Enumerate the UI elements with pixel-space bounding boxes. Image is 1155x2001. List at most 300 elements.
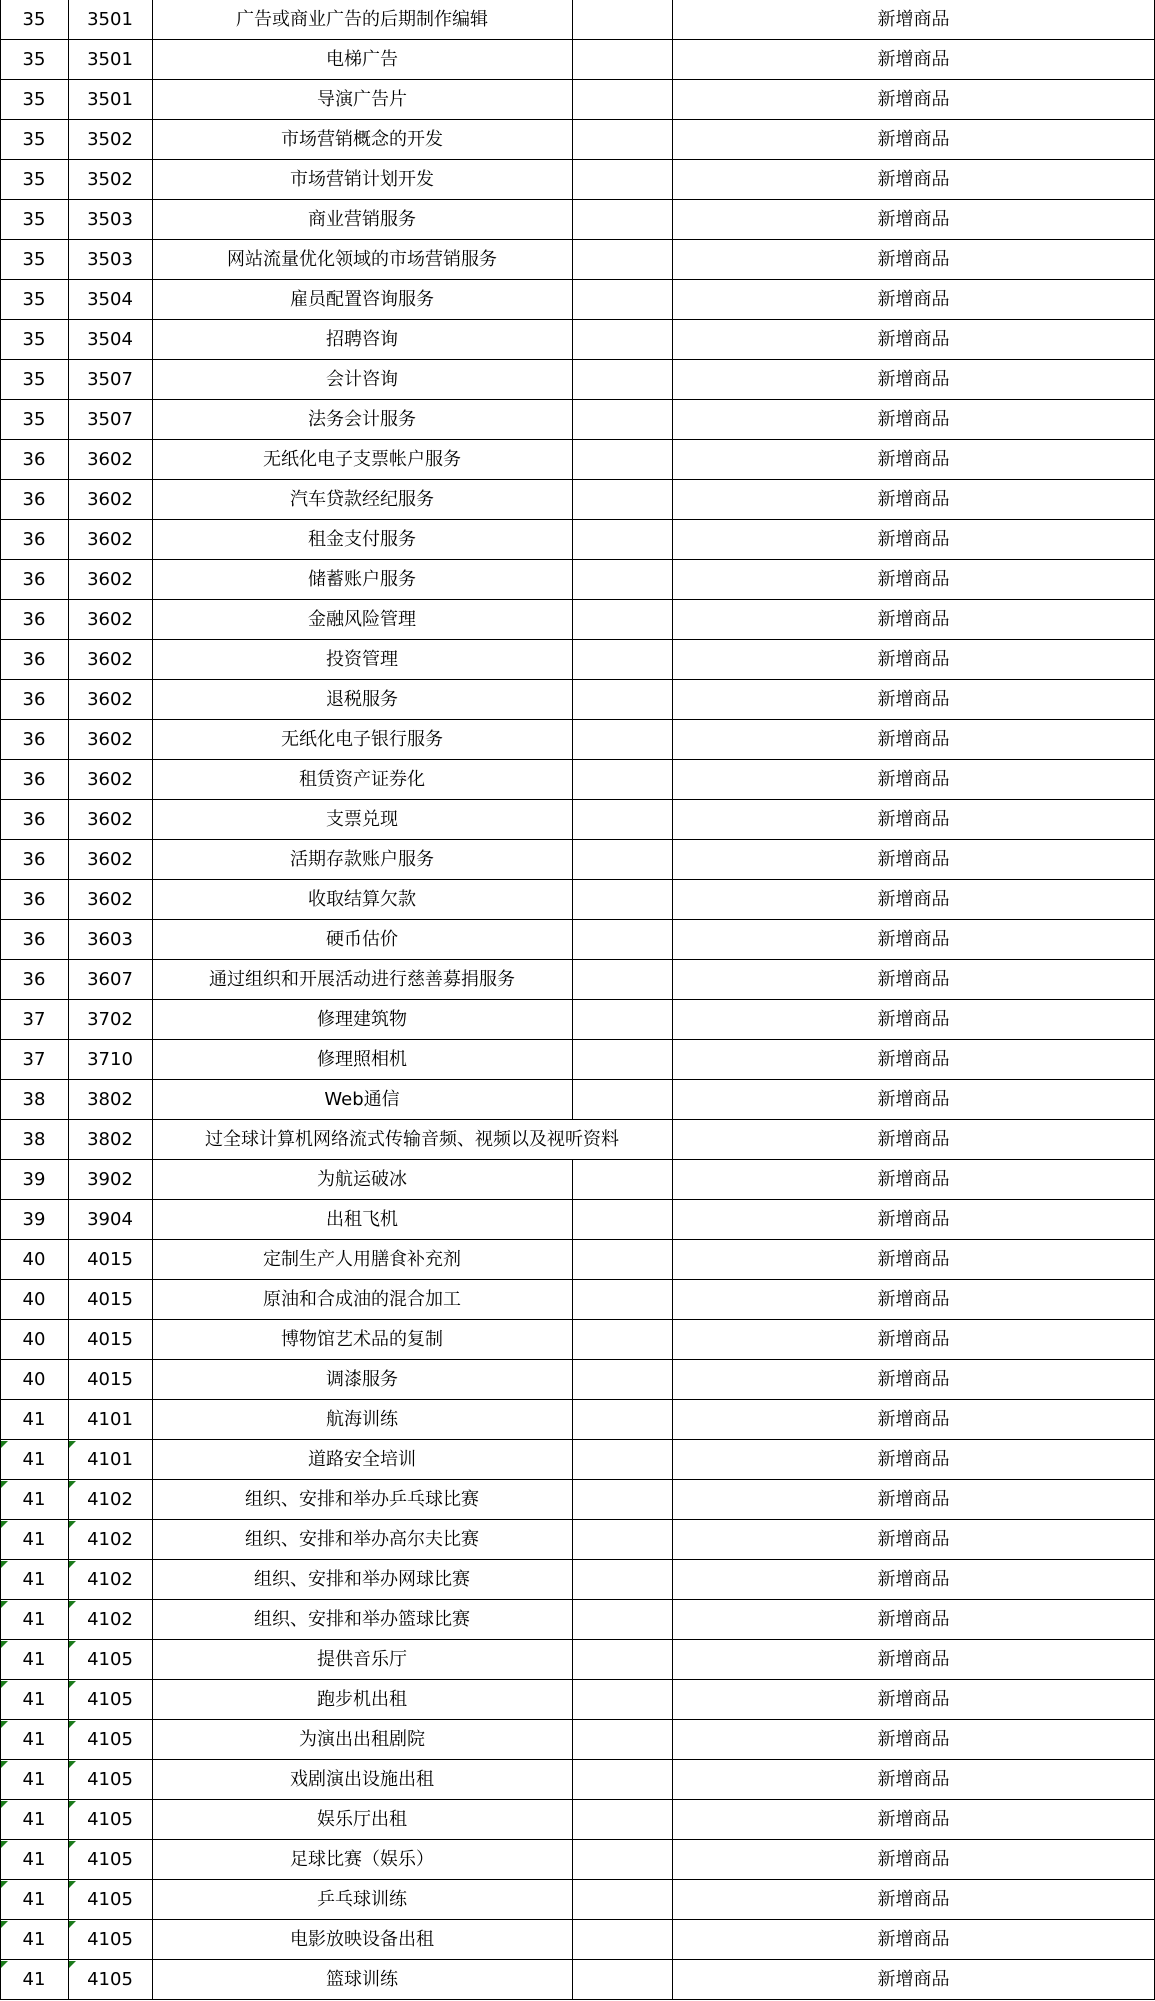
cell-flag-marker-icon (69, 1481, 76, 1488)
group-code-cell[interactable]: 4105 (87, 1929, 133, 1950)
group-code-cell[interactable]: 3503 (87, 249, 133, 270)
column-divider (572, 1440, 573, 1480)
table-row (0, 0, 1155, 40)
cell-flag-marker-icon (69, 1761, 76, 1768)
group-code-cell[interactable]: 4101 (87, 1409, 133, 1430)
group-code-cell[interactable]: 3507 (87, 409, 133, 430)
group-code-cell[interactable]: 3501 (87, 9, 133, 30)
status-cell[interactable]: 新增商品 (877, 1009, 950, 1030)
class-number-cell[interactable]: 36 (22, 849, 46, 870)
class-number-cell[interactable]: 41 (22, 1569, 46, 1590)
table-row (0, 1720, 1155, 1760)
cell-flag-marker-icon (69, 1881, 76, 1888)
group-code-cell[interactable]: 4101 (87, 1449, 133, 1470)
group-code-cell[interactable]: 4015 (87, 1289, 133, 1310)
group-code-cell[interactable]: 3607 (87, 969, 133, 990)
class-number-cell[interactable]: 40 (22, 1369, 46, 1390)
class-number-cell[interactable]: 36 (22, 809, 46, 830)
column-divider (572, 1520, 573, 1560)
column-divider (572, 760, 573, 800)
column-divider (572, 960, 573, 1000)
item-name-cell[interactable]: 戏剧演出设施出租 (290, 1769, 434, 1790)
cell-flag-marker-icon (69, 1961, 76, 1968)
item-name-cell[interactable]: 乒乓球训练 (317, 1889, 407, 1910)
table-row (0, 1440, 1155, 1480)
cell-flag-marker-icon (69, 1841, 76, 1848)
group-code-cell[interactable]: 3502 (87, 169, 133, 190)
group-code-cell[interactable]: 4015 (87, 1369, 133, 1390)
group-code-cell[interactable]: 4105 (87, 1969, 133, 1990)
status-cell[interactable]: 新增商品 (877, 929, 950, 950)
class-number-cell[interactable]: 35 (22, 249, 46, 270)
item-name-cell[interactable]: 法务会计服务 (308, 409, 416, 430)
item-name-cell[interactable]: 租金支付服务 (308, 529, 416, 550)
item-name-cell[interactable]: 投资管理 (326, 649, 398, 670)
cell-flag-marker-icon (1, 1441, 8, 1448)
class-number-cell[interactable]: 37 (22, 1009, 46, 1030)
table-row (0, 1560, 1155, 1600)
group-code-cell[interactable]: 3602 (87, 849, 133, 870)
status-cell[interactable]: 新增商品 (877, 1129, 950, 1150)
column-divider (572, 1840, 573, 1880)
class-number-cell[interactable]: 40 (22, 1329, 46, 1350)
table-row (0, 1000, 1155, 1040)
table-row (0, 880, 1155, 920)
status-cell[interactable]: 新增商品 (877, 1329, 950, 1350)
item-name-cell[interactable]: 足球比赛（娱乐） (290, 1849, 434, 1870)
class-number-cell[interactable]: 35 (22, 169, 46, 190)
item-name-cell[interactable]: 组织、安排和举办网球比赛 (254, 1569, 470, 1590)
item-name-cell[interactable]: 博物馆艺术品的复制 (281, 1329, 443, 1350)
item-name-cell[interactable]: 汽车贷款经纪服务 (290, 489, 434, 510)
item-name-cell[interactable]: 电梯广告 (326, 49, 398, 70)
item-name-cell[interactable]: 网站流量优化领域的市场营销服务 (227, 249, 497, 270)
item-name-cell[interactable]: 无纸化电子支票帐户服务 (263, 449, 461, 470)
item-name-cell[interactable]: 航海训练 (326, 1409, 398, 1430)
table-row (0, 520, 1155, 560)
column-divider (572, 1040, 573, 1080)
table-row (0, 1480, 1155, 1520)
item-name-cell[interactable]: 无纸化电子银行服务 (281, 729, 443, 750)
class-number-cell[interactable]: 36 (22, 609, 46, 630)
status-cell[interactable]: 新增商品 (877, 649, 950, 670)
group-code-cell[interactable]: 3904 (87, 1209, 133, 1230)
class-number-cell[interactable]: 36 (22, 449, 46, 470)
group-code-cell[interactable]: 3602 (87, 489, 133, 510)
column-divider (572, 1360, 573, 1400)
item-name-cell[interactable]: 市场营销概念的开发 (281, 129, 443, 150)
table-row (0, 1760, 1155, 1800)
group-code-cell[interactable]: 3602 (87, 689, 133, 710)
column-divider (572, 600, 573, 640)
cell-flag-marker-icon (69, 1441, 76, 1448)
cell-flag-marker-icon (69, 1561, 76, 1568)
class-number-cell[interactable]: 36 (22, 569, 46, 590)
column-divider (572, 360, 573, 400)
column-divider (572, 1320, 573, 1360)
class-number-cell[interactable]: 36 (22, 529, 46, 550)
group-code-cell[interactable]: 3602 (87, 729, 133, 750)
item-name-cell[interactable]: 导演广告片 (317, 89, 407, 110)
column-divider (572, 80, 573, 120)
group-code-cell[interactable]: 4105 (87, 1729, 133, 1750)
column-divider (572, 440, 573, 480)
group-code-cell[interactable]: 3602 (87, 449, 133, 470)
table-row (0, 1640, 1155, 1680)
group-code-cell[interactable]: 3602 (87, 569, 133, 590)
group-code-cell[interactable]: 4102 (87, 1569, 133, 1590)
cell-flag-marker-icon (1, 1881, 8, 1888)
status-cell[interactable]: 新增商品 (877, 1489, 950, 1510)
status-cell[interactable]: 新增商品 (877, 9, 950, 30)
cell-flag-marker-icon (1, 1921, 8, 1928)
group-code-cell[interactable]: 3802 (87, 1089, 133, 1110)
table-row (0, 120, 1155, 160)
item-name-cell[interactable]: 雇员配置咨询服务 (290, 289, 434, 310)
status-cell[interactable]: 新增商品 (877, 1929, 950, 1950)
status-cell[interactable]: 新增商品 (877, 1369, 950, 1390)
table-row (0, 40, 1155, 80)
table-row (0, 1880, 1155, 1920)
status-cell[interactable]: 新增商品 (877, 369, 950, 390)
status-cell[interactable]: 新增商品 (877, 1409, 950, 1430)
group-code-cell[interactable]: 4105 (87, 1809, 133, 1830)
status-cell[interactable]: 新增商品 (877, 1889, 950, 1910)
class-number-cell[interactable]: 41 (22, 1449, 46, 1470)
column-divider (572, 1240, 573, 1280)
column-divider (572, 480, 573, 520)
group-code-cell[interactable]: 4105 (87, 1769, 133, 1790)
cell-flag-marker-icon (1, 1601, 8, 1608)
table-row (0, 800, 1155, 840)
table-row (0, 320, 1155, 360)
status-cell[interactable]: 新增商品 (877, 489, 950, 510)
item-name-cell[interactable]: 道路安全培训 (308, 1449, 416, 1470)
item-name-cell[interactable]: Web通信 (324, 1089, 400, 1110)
group-code-cell[interactable]: 4015 (87, 1329, 133, 1350)
class-number-cell[interactable]: 41 (22, 1969, 46, 1990)
item-name-cell[interactable]: 修理建筑物 (317, 1009, 407, 1030)
class-number-cell[interactable]: 38 (22, 1129, 46, 1150)
group-code-cell[interactable]: 4015 (87, 1249, 133, 1270)
status-cell[interactable]: 新增商品 (877, 529, 950, 550)
class-number-cell[interactable]: 38 (22, 1089, 46, 1110)
status-cell[interactable]: 新增商品 (877, 1449, 950, 1470)
group-code-cell[interactable]: 3602 (87, 609, 133, 630)
class-number-cell[interactable]: 35 (22, 129, 46, 150)
table-row (0, 1800, 1155, 1840)
column-divider (572, 880, 573, 920)
class-number-cell[interactable]: 35 (22, 89, 46, 110)
column-divider (572, 280, 573, 320)
item-name-cell[interactable]: 通过组织和开展活动进行慈善募捐服务 (209, 969, 515, 990)
group-code-cell[interactable]: 4105 (87, 1889, 133, 1910)
cell-flag-marker-icon (69, 1641, 76, 1648)
class-number-cell[interactable]: 41 (22, 1729, 46, 1750)
column-divider (572, 1280, 573, 1320)
status-cell[interactable]: 新增商品 (877, 889, 950, 910)
item-name-cell[interactable]: 修理照相机 (317, 1049, 407, 1070)
class-number-cell[interactable]: 36 (22, 769, 46, 790)
cell-flag-marker-icon (69, 1801, 76, 1808)
cell-flag-marker-icon (69, 1721, 76, 1728)
class-number-cell[interactable]: 41 (22, 1609, 46, 1630)
group-code-cell[interactable]: 3603 (87, 929, 133, 950)
class-number-cell[interactable]: 36 (22, 689, 46, 710)
table-row (0, 1320, 1155, 1360)
column-divider (0, 0, 1, 2000)
item-name-cell[interactable]: 组织、安排和举办篮球比赛 (254, 1609, 470, 1630)
group-code-cell[interactable]: 3802 (87, 1129, 133, 1150)
item-name-cell[interactable]: 市场营销计划开发 (290, 169, 434, 190)
status-cell[interactable]: 新增商品 (877, 1529, 950, 1550)
table-row (0, 760, 1155, 800)
table-row (0, 1240, 1155, 1280)
table-row (0, 640, 1155, 680)
item-name-cell[interactable]: 硬币估价 (326, 929, 398, 950)
cell-flag-marker-icon (69, 1681, 76, 1688)
group-code-cell[interactable]: 3702 (87, 1009, 133, 1030)
column-divider (572, 1600, 573, 1640)
class-number-cell[interactable]: 41 (22, 1529, 46, 1550)
status-cell[interactable]: 新增商品 (877, 249, 950, 270)
table-row (0, 1280, 1155, 1320)
column-divider (572, 1000, 573, 1040)
group-code-cell[interactable]: 4105 (87, 1689, 133, 1710)
item-name-cell[interactable]: 组织、安排和举办高尔夫比赛 (245, 1529, 479, 1550)
table-row (0, 680, 1155, 720)
group-code-cell[interactable]: 3902 (87, 1169, 133, 1190)
status-cell[interactable]: 新增商品 (877, 1169, 950, 1190)
class-number-cell[interactable]: 37 (22, 1049, 46, 1070)
table-row (0, 440, 1155, 480)
cell-flag-marker-icon (1, 1561, 8, 1568)
status-cell[interactable]: 新增商品 (877, 689, 950, 710)
class-number-cell[interactable]: 40 (22, 1249, 46, 1270)
group-code-cell[interactable]: 3501 (87, 89, 133, 110)
cell-flag-marker-icon (1, 1961, 8, 1968)
status-cell[interactable]: 新增商品 (877, 729, 950, 750)
status-cell[interactable]: 新增商品 (877, 89, 950, 110)
item-name-cell[interactable]: 支票兑现 (326, 809, 398, 830)
item-name-cell[interactable]: 定制生产人用膳食补充剂 (263, 1249, 461, 1270)
table-row (0, 1680, 1155, 1720)
table-row (0, 1200, 1155, 1240)
table-row (0, 1040, 1155, 1080)
column-divider (572, 40, 573, 80)
item-name-cell[interactable]: 跑步机出租 (317, 1689, 407, 1710)
status-cell[interactable]: 新增商品 (877, 1609, 950, 1630)
table-row (0, 160, 1155, 200)
class-number-cell[interactable]: 41 (22, 1769, 46, 1790)
column-divider (572, 0, 573, 40)
class-number-cell[interactable]: 41 (22, 1889, 46, 1910)
status-cell[interactable]: 新增商品 (877, 849, 950, 870)
item-name-cell[interactable]: 提供音乐厅 (317, 1649, 407, 1670)
class-number-cell[interactable]: 36 (22, 649, 46, 670)
column-divider (572, 1880, 573, 1920)
class-number-cell[interactable]: 40 (22, 1289, 46, 1310)
status-cell[interactable]: 新增商品 (877, 809, 950, 830)
status-cell[interactable]: 新增商品 (877, 769, 950, 790)
class-number-cell[interactable]: 36 (22, 489, 46, 510)
table-row (0, 1160, 1155, 1200)
status-cell[interactable]: 新增商品 (877, 1729, 950, 1750)
status-cell[interactable]: 新增商品 (877, 969, 950, 990)
status-cell[interactable]: 新增商品 (877, 1809, 950, 1830)
class-number-cell[interactable]: 35 (22, 9, 46, 30)
status-cell[interactable]: 新增商品 (877, 1769, 950, 1790)
class-number-cell[interactable]: 39 (22, 1209, 46, 1230)
group-code-cell[interactable]: 3504 (87, 329, 133, 350)
status-cell[interactable]: 新增商品 (877, 169, 950, 190)
group-code-cell[interactable]: 3502 (87, 129, 133, 150)
table-row (0, 1600, 1155, 1640)
column-divider (572, 920, 573, 960)
status-cell[interactable]: 新增商品 (877, 409, 950, 430)
status-cell[interactable]: 新增商品 (877, 569, 950, 590)
class-number-cell[interactable]: 39 (22, 1169, 46, 1190)
group-code-cell[interactable]: 4102 (87, 1609, 133, 1630)
status-cell[interactable]: 新增商品 (877, 1089, 950, 1110)
column-divider (572, 320, 573, 360)
class-number-cell[interactable]: 41 (22, 1489, 46, 1510)
row-divider (0, 1999, 1155, 2000)
class-number-cell[interactable]: 41 (22, 1649, 46, 1670)
status-cell[interactable]: 新增商品 (877, 1969, 950, 1990)
status-cell[interactable]: 新增商品 (877, 1049, 950, 1070)
cell-flag-marker-icon (1, 1841, 8, 1848)
class-number-cell[interactable]: 41 (22, 1809, 46, 1830)
cell-flag-marker-icon (69, 1521, 76, 1528)
class-number-cell[interactable]: 36 (22, 929, 46, 950)
group-code-cell[interactable]: 4105 (87, 1649, 133, 1670)
group-code-cell[interactable]: 4102 (87, 1529, 133, 1550)
column-divider (572, 1680, 573, 1720)
cell-flag-marker-icon (1, 1641, 8, 1648)
status-cell[interactable]: 新增商品 (877, 1689, 950, 1710)
column-divider (572, 1960, 573, 2000)
status-cell[interactable]: 新增商品 (877, 49, 950, 70)
class-number-cell[interactable]: 41 (22, 1409, 46, 1430)
column-divider (572, 200, 573, 240)
item-name-cell[interactable]: 篮球训练 (326, 1969, 398, 1990)
item-name-cell[interactable]: 退税服务 (326, 689, 398, 710)
item-name-cell[interactable]: 娱乐厅出租 (317, 1809, 407, 1830)
group-code-cell[interactable]: 3504 (87, 289, 133, 310)
status-cell[interactable]: 新增商品 (877, 289, 950, 310)
status-cell[interactable]: 新增商品 (877, 1569, 950, 1590)
group-code-cell[interactable]: 4102 (87, 1489, 133, 1510)
column-divider (572, 160, 573, 200)
status-cell[interactable]: 新增商品 (877, 1649, 950, 1670)
table-row (0, 1840, 1155, 1880)
table-row (0, 1360, 1155, 1400)
column-divider (572, 1640, 573, 1680)
status-cell[interactable]: 新增商品 (877, 609, 950, 630)
group-code-cell[interactable]: 3507 (87, 369, 133, 390)
item-name-cell[interactable]: 租赁资产证券化 (299, 769, 425, 790)
class-number-cell[interactable]: 41 (22, 1689, 46, 1710)
class-number-cell[interactable]: 35 (22, 329, 46, 350)
group-code-cell[interactable]: 3710 (87, 1049, 133, 1070)
column-divider (572, 240, 573, 280)
status-cell[interactable]: 新增商品 (877, 1849, 950, 1870)
table-row (0, 1920, 1155, 1960)
group-code-cell[interactable]: 3503 (87, 209, 133, 230)
item-name-cell[interactable]: 过全球计算机网络流式传输音频、视频以及视听资料 (205, 1129, 619, 1150)
group-code-cell[interactable]: 3602 (87, 529, 133, 550)
item-name-cell[interactable]: 为航运破冰 (317, 1169, 407, 1190)
item-name-cell[interactable]: 原油和合成油的混合加工 (263, 1289, 461, 1310)
status-cell[interactable]: 新增商品 (877, 1289, 950, 1310)
item-name-cell[interactable]: 出租飞机 (326, 1209, 398, 1230)
item-name-cell[interactable]: 组织、安排和举办乒乓球比赛 (245, 1489, 479, 1510)
class-number-cell[interactable]: 41 (22, 1849, 46, 1870)
class-number-cell[interactable]: 35 (22, 289, 46, 310)
table-row (0, 840, 1155, 880)
table-row (0, 600, 1155, 640)
item-name-cell[interactable]: 会计咨询 (326, 369, 398, 390)
status-cell[interactable]: 新增商品 (877, 1209, 950, 1230)
item-name-cell[interactable]: 活期存款账户服务 (290, 849, 434, 870)
class-number-cell[interactable]: 36 (22, 729, 46, 750)
group-code-cell[interactable]: 3602 (87, 889, 133, 910)
item-name-cell[interactable]: 招聘咨询 (326, 329, 398, 350)
class-number-cell[interactable]: 41 (22, 1929, 46, 1950)
column-divider (572, 1480, 573, 1520)
table-row (0, 1120, 1155, 1160)
class-number-cell[interactable]: 35 (22, 49, 46, 70)
column-divider (572, 1400, 573, 1440)
column-divider (572, 840, 573, 880)
group-code-cell[interactable]: 3602 (87, 769, 133, 790)
column-divider (572, 1800, 573, 1840)
item-name-cell[interactable]: 为演出出租剧院 (299, 1729, 425, 1750)
class-number-cell[interactable]: 36 (22, 889, 46, 910)
item-name-cell[interactable]: 储蓄账户服务 (308, 569, 416, 590)
table-row (0, 480, 1155, 520)
status-cell[interactable]: 新增商品 (877, 449, 950, 470)
status-cell[interactable]: 新增商品 (877, 129, 950, 150)
class-number-cell[interactable]: 35 (22, 409, 46, 430)
item-name-cell[interactable]: 广告或商业广告的后期制作编辑 (236, 9, 488, 30)
class-number-cell[interactable]: 36 (22, 969, 46, 990)
class-number-cell[interactable]: 35 (22, 209, 46, 230)
status-cell[interactable]: 新增商品 (877, 209, 950, 230)
group-code-cell[interactable]: 3602 (87, 809, 133, 830)
group-code-cell[interactable]: 3602 (87, 649, 133, 670)
cell-flag-marker-icon (1, 1721, 8, 1728)
status-cell[interactable]: 新增商品 (877, 329, 950, 350)
status-cell[interactable]: 新增商品 (877, 1249, 950, 1270)
column-divider (572, 120, 573, 160)
item-name-cell[interactable]: 金融风险管理 (308, 609, 416, 630)
item-name-cell[interactable]: 调漆服务 (326, 1369, 398, 1390)
table-row (0, 360, 1155, 400)
cell-flag-marker-icon (1, 1521, 8, 1528)
item-name-cell[interactable]: 收取结算欠款 (308, 889, 416, 910)
table-row (0, 720, 1155, 760)
column-divider (572, 720, 573, 760)
table-row (0, 1960, 1155, 2000)
item-name-cell[interactable]: 电影放映设备出租 (290, 1929, 434, 1950)
group-code-cell[interactable]: 3501 (87, 49, 133, 70)
class-number-cell[interactable]: 35 (22, 369, 46, 390)
item-name-cell[interactable]: 商业营销服务 (308, 209, 416, 230)
group-code-cell[interactable]: 4105 (87, 1849, 133, 1870)
column-divider (672, 0, 673, 2000)
